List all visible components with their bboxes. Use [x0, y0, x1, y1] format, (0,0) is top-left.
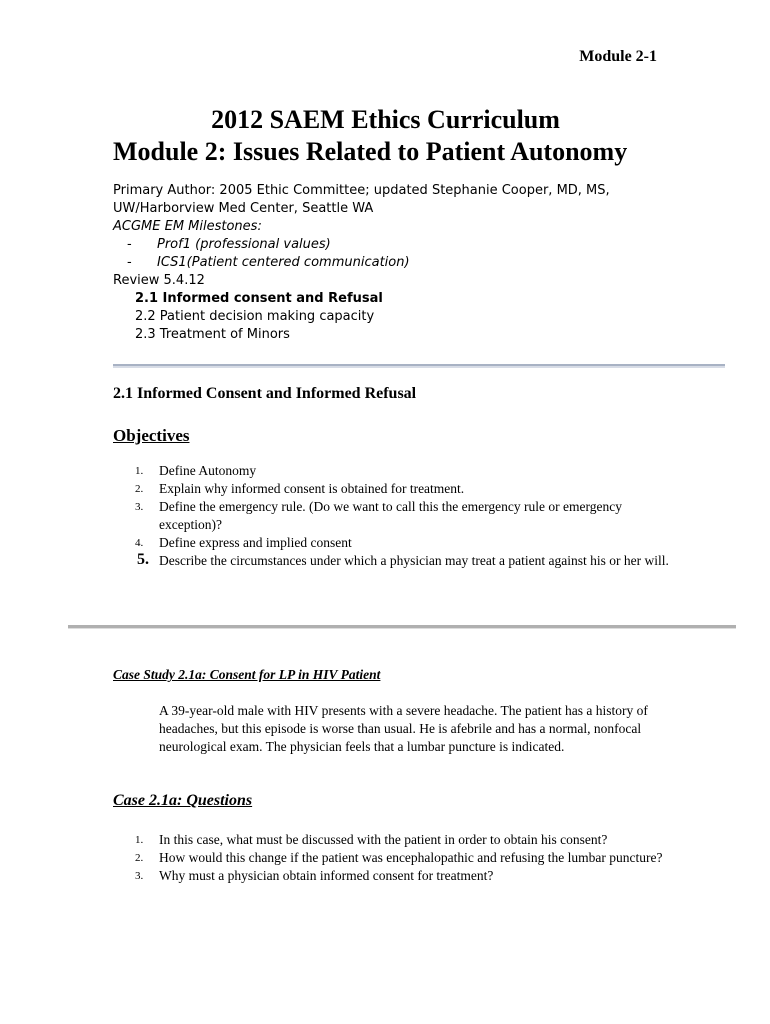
objectives-heading: Objectives	[113, 426, 190, 445]
title-line-2: Module 2: Issues Related to Patient Autonomy	[113, 137, 628, 166]
module-label: Module 2-1	[579, 48, 657, 65]
milestones-list	[113, 236, 658, 272]
author-block	[113, 182, 658, 344]
milestones-label: ACGME EM Milestones:	[113, 219, 262, 234]
case-study-title: Case Study 2.1a: Consent for LP in HIV Patient	[113, 667, 381, 682]
review-date: Review 5.4.12	[113, 273, 205, 288]
author-line-1: Primary Author: 2005 Ethic Committee; updated Stephanie Cooper, MD, MS,	[113, 183, 610, 198]
objective-item: 1. Define Autonomy	[135, 463, 257, 478]
case-study-text: A 39-year-old male with HIV presents with a severe headache. The patient has a history of headaches, but this episode is worse than usual. He is afebrile and has a normal, nonfocal neurological exam. The physician feels that a lumbar puncture is indicated.	[159, 703, 648, 754]
objective-item: 2. Explain why informed consent is obtained for treatment.	[135, 481, 465, 496]
question-item: 2. How would this change if the patient was encephalopathic and refusing the lumbar puncture?	[135, 850, 663, 865]
divider	[68, 625, 736, 629]
section-heading: 2.1 Informed Consent and Informed Refusal	[113, 385, 417, 402]
questions-list	[113, 831, 673, 885]
milestone-item: - Prof1 (professional values)	[127, 237, 331, 252]
question-item: 3. Why must a physician obtain informed consent for treatment?	[135, 868, 494, 883]
section-item: 2.2 Patient decision making capacity	[135, 309, 375, 324]
question-item: 1. In this case, what must be discussed with the patient in order to obtain his consent?	[135, 832, 608, 847]
section-list	[113, 290, 658, 344]
objectives-list	[113, 462, 673, 570]
milestone-item: - ICS1(Patient centered communication)	[127, 255, 410, 270]
document-title	[113, 104, 658, 168]
author-line-2: UW/Harborview Med Center, Seattle WA	[113, 201, 374, 216]
objective-item: 5. Describe the circumstances under which a physician may treat a patient against his or her will.	[137, 551, 669, 568]
divider	[113, 364, 725, 368]
objective-item: 4. Define express and implied consent	[135, 535, 352, 550]
section-item: 2.1 Informed consent and Refusal	[135, 291, 383, 306]
title-line-1: 2012 SAEM Ethics Curriculum	[211, 105, 560, 134]
section-item: 2.3 Treatment of Minors	[135, 327, 290, 342]
case-questions-title: Case 2.1a: Questions	[113, 792, 253, 809]
objective-item: 3. Define the emergency rule. (Do we want to call this the emergency rule or emergency exception)?	[135, 499, 622, 532]
